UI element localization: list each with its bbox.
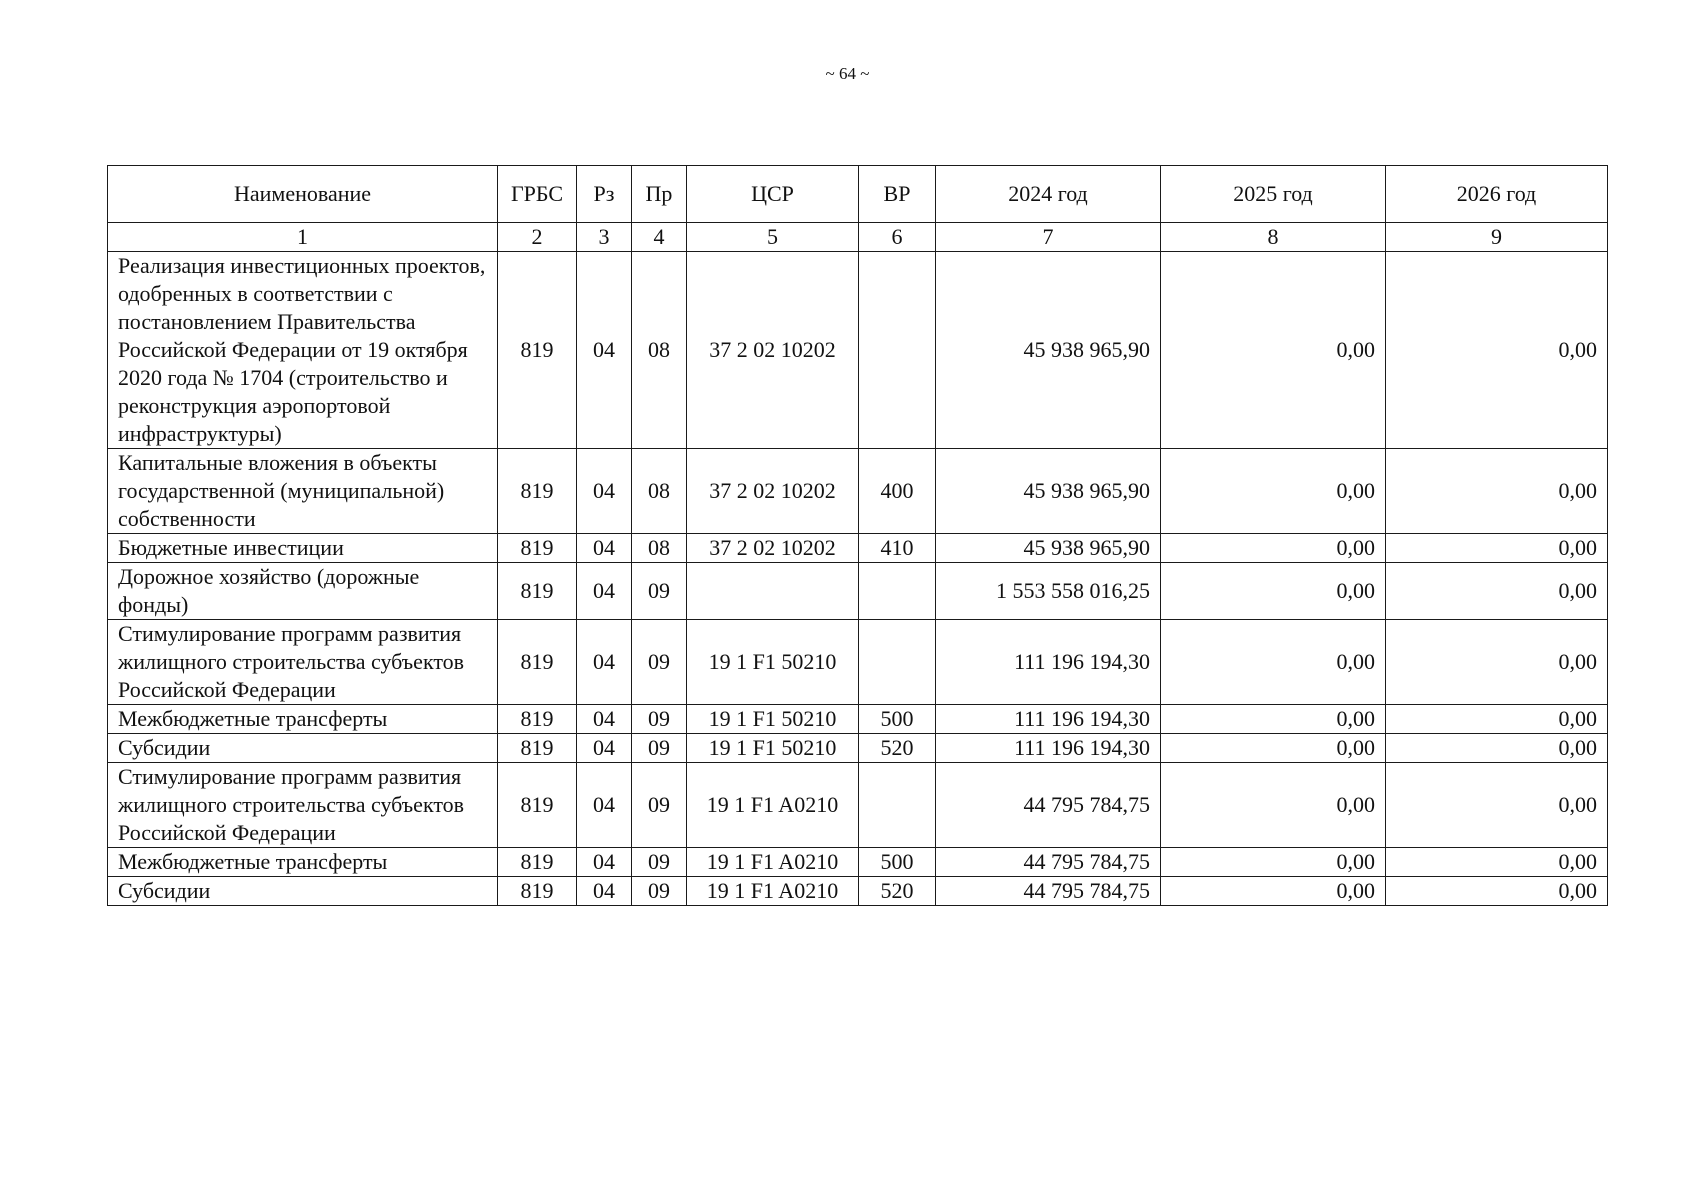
table-row: [108, 763, 1608, 848]
header-2025: 2025 год: [1161, 166, 1386, 223]
row-2024: 111 196 194,30: [936, 705, 1161, 734]
table-row: [108, 563, 1608, 620]
row-vr: 400: [859, 449, 936, 534]
row-name: Капитальные вложения в объекты государственной (муниципальной) собственности: [108, 449, 498, 534]
column-number: 6: [859, 223, 936, 252]
header-row: [108, 166, 1608, 223]
row-2024: 44 795 784,75: [936, 848, 1161, 877]
row-2024: 44 795 784,75: [936, 763, 1161, 848]
header-rz: Рз: [577, 166, 632, 223]
row-2026: 0,00: [1386, 848, 1608, 877]
row-2024: 44 795 784,75: [936, 877, 1161, 906]
table-row: [108, 534, 1608, 563]
row-2025: 0,00: [1161, 763, 1386, 848]
row-name: Межбюджетные трансферты: [108, 848, 498, 877]
table-row: [108, 848, 1608, 877]
row-grbs: 819: [498, 734, 577, 763]
row-rz: 04: [577, 534, 632, 563]
row-pr: 09: [632, 705, 687, 734]
row-2026: 0,00: [1386, 563, 1608, 620]
table-row: [108, 449, 1608, 534]
column-number: 3: [577, 223, 632, 252]
row-pr: 08: [632, 534, 687, 563]
row-csr: 37 2 02 10202: [687, 252, 859, 449]
row-vr: [859, 620, 936, 705]
header-name: Наименование: [108, 166, 498, 223]
row-grbs: 819: [498, 563, 577, 620]
row-csr: 19 1 F1 50210: [687, 734, 859, 763]
row-pr: 09: [632, 620, 687, 705]
row-rz: 04: [577, 252, 632, 449]
row-2025: 0,00: [1161, 734, 1386, 763]
row-pr: 09: [632, 763, 687, 848]
row-2026: 0,00: [1386, 877, 1608, 906]
row-csr: 19 1 F1 50210: [687, 620, 859, 705]
row-grbs: 819: [498, 877, 577, 906]
row-2025: 0,00: [1161, 848, 1386, 877]
row-2024: 1 553 558 016,25: [936, 563, 1161, 620]
row-pr: 09: [632, 848, 687, 877]
table-row: [108, 252, 1608, 449]
row-2026: 0,00: [1386, 705, 1608, 734]
row-rz: 04: [577, 705, 632, 734]
row-pr: 08: [632, 449, 687, 534]
header-2026: 2026 год: [1386, 166, 1608, 223]
column-number: 5: [687, 223, 859, 252]
column-number: 7: [936, 223, 1161, 252]
row-vr: [859, 763, 936, 848]
row-vr: [859, 252, 936, 449]
row-grbs: 819: [498, 705, 577, 734]
row-name: Реализация инвестиционных проектов, одобренных в соответствии с постановлением Правительства Российской Федерации от 19 октября 2020 года № 1704 (строительство и реконструкция аэропортовой инфраструктуры): [108, 252, 498, 449]
row-2025: 0,00: [1161, 449, 1386, 534]
row-rz: 04: [577, 877, 632, 906]
row-rz: 04: [577, 763, 632, 848]
row-2026: 0,00: [1386, 252, 1608, 449]
row-csr: 19 1 F1 A0210: [687, 877, 859, 906]
row-csr: 19 1 F1 A0210: [687, 848, 859, 877]
row-2025: 0,00: [1161, 620, 1386, 705]
row-2026: 0,00: [1386, 449, 1608, 534]
header-csr: ЦСР: [687, 166, 859, 223]
row-2024: 45 938 965,90: [936, 449, 1161, 534]
row-vr: 500: [859, 705, 936, 734]
row-2025: 0,00: [1161, 877, 1386, 906]
row-2024: 45 938 965,90: [936, 252, 1161, 449]
row-rz: 04: [577, 563, 632, 620]
row-grbs: 819: [498, 620, 577, 705]
row-name: Межбюджетные трансферты: [108, 705, 498, 734]
row-rz: 04: [577, 620, 632, 705]
row-2024: 111 196 194,30: [936, 734, 1161, 763]
row-vr: 520: [859, 734, 936, 763]
row-rz: 04: [577, 734, 632, 763]
row-pr: 09: [632, 734, 687, 763]
row-vr: 500: [859, 848, 936, 877]
row-csr: 37 2 02 10202: [687, 449, 859, 534]
row-name: Субсидии: [108, 877, 498, 906]
row-name: Стимулирование программ развития жилищного строительства субъектов Российской Федерации: [108, 763, 498, 848]
budget-table: [107, 165, 1608, 906]
row-name: Субсидии: [108, 734, 498, 763]
row-vr: 520: [859, 877, 936, 906]
row-name: Стимулирование программ развития жилищного строительства субъектов Российской Федерации: [108, 620, 498, 705]
column-number-row: [108, 223, 1608, 252]
row-rz: 04: [577, 848, 632, 877]
row-csr: 19 1 F1 50210: [687, 705, 859, 734]
row-rz: 04: [577, 449, 632, 534]
row-grbs: 819: [498, 449, 577, 534]
row-grbs: 819: [498, 252, 577, 449]
table-row: [108, 620, 1608, 705]
column-number: 4: [632, 223, 687, 252]
row-grbs: 819: [498, 848, 577, 877]
row-grbs: 819: [498, 534, 577, 563]
row-2024: 45 938 965,90: [936, 534, 1161, 563]
row-csr: 37 2 02 10202: [687, 534, 859, 563]
row-name: Бюджетные инвестиции: [108, 534, 498, 563]
row-2025: 0,00: [1161, 563, 1386, 620]
row-vr: [859, 563, 936, 620]
row-2025: 0,00: [1161, 534, 1386, 563]
row-csr: 19 1 F1 A0210: [687, 763, 859, 848]
row-pr: 09: [632, 563, 687, 620]
row-grbs: 819: [498, 763, 577, 848]
page-number: ~ 64 ~: [825, 64, 870, 83]
row-csr: [687, 563, 859, 620]
row-name: Дорожное хозяйство (дорожные фонды): [108, 563, 498, 620]
row-2025: 0,00: [1161, 705, 1386, 734]
row-2026: 0,00: [1386, 763, 1608, 848]
column-number: 9: [1386, 223, 1608, 252]
column-number: 1: [108, 223, 498, 252]
row-vr: 410: [859, 534, 936, 563]
row-2026: 0,00: [1386, 734, 1608, 763]
table-row: [108, 877, 1608, 906]
table-row: [108, 705, 1608, 734]
column-number: 8: [1161, 223, 1386, 252]
row-pr: 09: [632, 877, 687, 906]
row-2025: 0,00: [1161, 252, 1386, 449]
row-pr: 08: [632, 252, 687, 449]
row-2026: 0,00: [1386, 620, 1608, 705]
header-grbs: ГРБС: [498, 166, 577, 223]
row-2024: 111 196 194,30: [936, 620, 1161, 705]
header-vr: ВР: [859, 166, 936, 223]
table-row: [108, 734, 1608, 763]
column-number: 2: [498, 223, 577, 252]
header-2024: 2024 год: [936, 166, 1161, 223]
row-2026: 0,00: [1386, 534, 1608, 563]
header-pr: Пр: [632, 166, 687, 223]
